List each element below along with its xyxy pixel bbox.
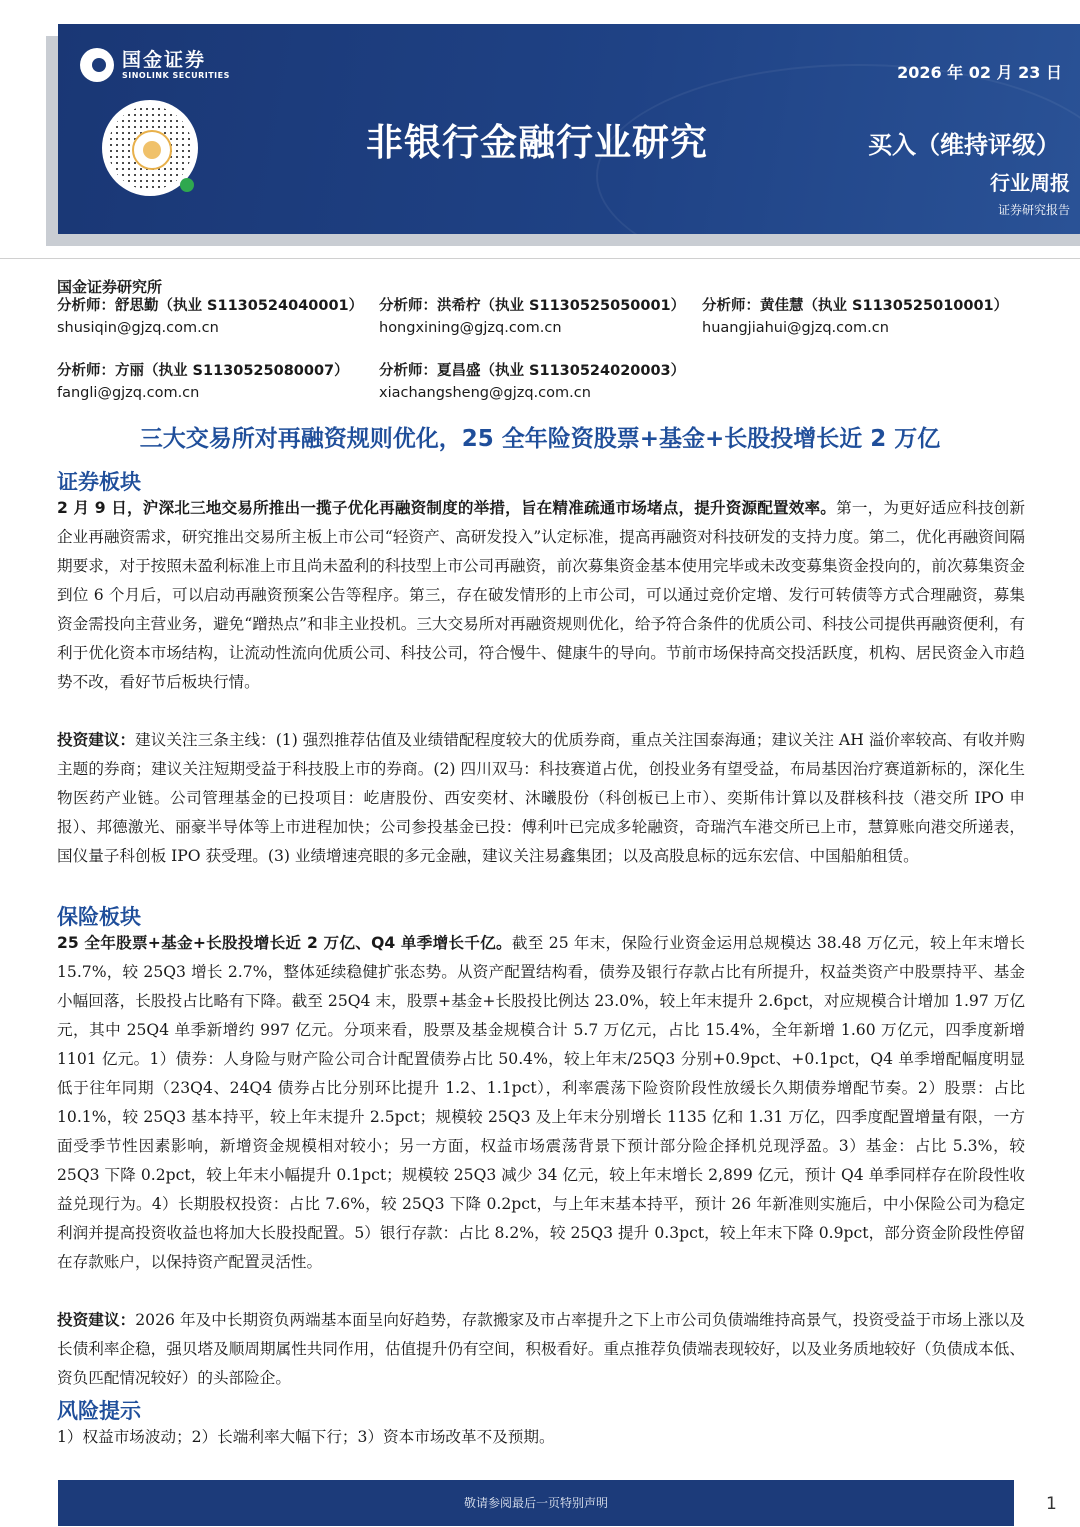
insurance-lead: 25 全年股票+基金+长股投增长近 2 万亿、Q4 单季增长千亿。 (57, 934, 512, 952)
analyst-block (379, 295, 685, 339)
securities-body: 第一，为更好适应科技创新企业再融资需求，研究推出交易所主板上市公司“轻资产、高研发投入”认定标准，提高再融资对科技研发的支持力度。第二，优化再融资间隔期要求，对于按照未盈利标准上市且尚未盈利的科技型上市公司再融资，前次募集资金基本使用完毕或未改变募集资金投向的，前次募集资金到位 6 个月后，可以启动再融资预案公告等程序。第三，存在破发情形的上市公司，可以通过竞价定增、发行可转债等方式合理融资，募集资金需投向主营业务，避免“蹭热点”和非主业投机。三大交易所对再融资规则优化，给予符合条件的优质公司、科技公司提供再融资便利，有利于优化资本市场结构，让流动性流向优质公司、科技公司，符合慢牛、健康牛的导向。节前市场保持高交投活跃度，机构、居民资金入市趋势不改，看好节后板块行情。 (57, 499, 1025, 691)
footer-bar (58, 1480, 1014, 1526)
analyst-block (379, 360, 685, 404)
insurance-paragraph-1 (57, 929, 1025, 1277)
institute-name: 国金证券研究所 (57, 278, 163, 296)
analyst-email[interactable]: xiachangsheng@gjzq.com.cn (379, 385, 591, 401)
securities-advice-body: 建议关注三条主线：(1) 强烈推荐估值及业绩错配程度较大的优质券商，重点关注国泰海通；建议关注 AH 溢价率较高、有收并购主题的券商；建议关注短期受益于科技股上市的券商。(2) 四川双马：科技赛道占优，创投业务有望受益，布局基因治疗赛道新标的，深化生物医药产业链。公司管理基金的已投项目：屹唐股份、西安奕材、沐曦股份（科创板已上市）、奕斯伟计算以及群核科技（港交所 IPO 申报）、邦德激光、丽豪半导体等上市进程加快；公司参投基金已投：傅利叶已完成多轮融资，奇瑞汽车港交所已上市，慧算账向港交所递表，国仪量子科创板 IPO 获受理。(3) 业绩增速亮眼的多元金融，建议关注易鑫集团；以及高股息标的远东宏信、中国船舶租赁。 (57, 731, 1025, 865)
report-title: 非银行金融行业研究 (366, 121, 708, 164)
analyst-name: 分析师：洪希柠（执业 S1130525050001） (379, 298, 686, 314)
securities-lead: 2 月 9 日，沪深北三地交易所推出一揽子优化再融资制度的举措，旨在精准疏通市场堵点，提升资源配置效率。 (57, 499, 837, 517)
analyst-email[interactable]: fangli@gjzq.com.cn (57, 385, 200, 401)
analyst-name: 分析师：夏昌盛（执业 S1130524020003） (379, 363, 686, 379)
analyst-block (57, 295, 363, 339)
report-subtype: 证券研究报告 (997, 203, 1070, 217)
analyst-email[interactable]: hongxining@gjzq.com.cn (379, 320, 562, 336)
securities-paragraph-1 (57, 494, 1025, 697)
page-number: 1 (1046, 1494, 1057, 1514)
footer-notice: 敬请参阅最后一页特别声明 (463, 1496, 608, 1510)
section-title-risk: 风险提示 (57, 1399, 141, 1423)
analyst-block (702, 295, 1008, 339)
logo-text-cn: 国金证券 (122, 48, 207, 71)
analyst-block (57, 360, 349, 404)
header-divider (0, 258, 1080, 259)
insurance-body: 截至 25 年末，保险行业资金运用总规模达 38.48 万亿元，较上年末增长 15.7%，较 25Q3 增长 2.7%，整体延续稳健扩张态势。从资产配置结构看，债券及银行存款占比有所提升，权益类资产中股票持平、基金小幅回落，长股投占比略有下降。截至 25Q4 末，股票+基金+长股投比例达 23.0%，较上年末提升 2.6pct，对应规模合计增加 1.97 万亿元，其中 25Q4 单季新增约 997 亿元。分项来看，股票及基金规模合计 5.7 万亿元，占比 15.4%，全年新增 1.60 万亿元，四季度新增 1101 亿元。1）债券：人身险与财产险公司合计配置债券占比 50.4%，较上年末/25Q3 分别+0.9pct、+0.1pct，Q4 单季增配幅度明显低于往年同期（23Q4、24Q4 债券占比分别环比提升 1.2、1.1pct），利率震荡下险资阶段性放缓长久期债券增配节奏。2）股票：占比 10.1%，较 25Q3 基本持平，较上年末提升 2.5pct；规模较 25Q3 及上年末分别增长 1135 亿和 1.31 万亿，四季度配置增量有限，一方面受季节性因素影响，新增资金规模相对较小；另一方面，权益市场震荡背景下预计部分险企择机兑现浮盈。3）基金：占比 5.3%，较 25Q3 下降 0.2pct，较上年末小幅提升 0.1pct；规模较 25Q3 减少 34 亿元，较上年末增长 2,899 亿元，预计 Q4 单季同样存在阶段性收益兑现行为。4）长期股权投资：占比 7.6%，较 25Q3 下降 0.2pct，与上年末基本持平，预计 26 年新准则实施后，中小保险公司为稳定利润并提高投资收益也将加大长股投配置。5）银行存款：占比 8.2%，较 25Q3 提升 0.3pct，较上年末下降 0.9pct，部分资金阶段性停留在存款账户，以保持资产配置灵活性。 (57, 934, 1026, 1271)
report-headline: 三大交易所对再融资规则优化，25 全年险资股票+基金+长股投增长近 2 万亿 (139, 426, 941, 452)
rating-label: 买入（维持评级） (868, 131, 1060, 159)
analyst-email[interactable]: shusiqin@gjzq.com.cn (57, 320, 219, 336)
section-title-insurance: 保险板块 (57, 905, 141, 929)
report-header-banner (58, 24, 1080, 234)
insurance-advice-body: 2026 年及中长期资负两端基本面呈向好趋势，存款搬家及市占率提升之下上市公司负债端维持高景气，投资受益于市场上涨以及长债利率企稳，强贝塔及顺周期属性共同作用，估值提升仍有空间，积极看好。重点推荐负债端表现较好，以及业务质地较好（负债成本低、资负匹配情况较好）的头部险企。 (57, 1311, 1025, 1387)
analyst-name: 分析师：黄佳慧（执业 S1130525010001） (702, 298, 1009, 314)
mini-program-badge-icon (180, 178, 194, 192)
analyst-name: 分析师：方丽（执业 S1130525080007） (57, 363, 349, 379)
analyst-email[interactable]: huangjiahui@gjzq.com.cn (702, 320, 889, 336)
logo-mark-icon (80, 48, 114, 82)
risk-paragraph: 1）权益市场波动；2）长端利率大幅下行；3）资本市场改革不及预期。 (57, 1428, 555, 1446)
insurance-advice-lead: 投资建议： (57, 1311, 136, 1329)
securities-paragraph-2 (57, 726, 1025, 871)
company-logo (80, 48, 230, 82)
section-title-securities: 证券板块 (57, 470, 141, 494)
securities-advice-lead: 投资建议： (57, 731, 136, 749)
insurance-paragraph-2 (57, 1306, 1025, 1393)
logo-text-en: SINOLINK SECURITIES (122, 70, 230, 80)
report-date: 2026 年 02 月 23 日 (897, 63, 1062, 82)
qr-code-icon (102, 100, 198, 196)
analyst-name: 分析师：舒思勤（执业 S1130524040001） (57, 298, 364, 314)
report-type: 行业周报 (990, 171, 1070, 195)
